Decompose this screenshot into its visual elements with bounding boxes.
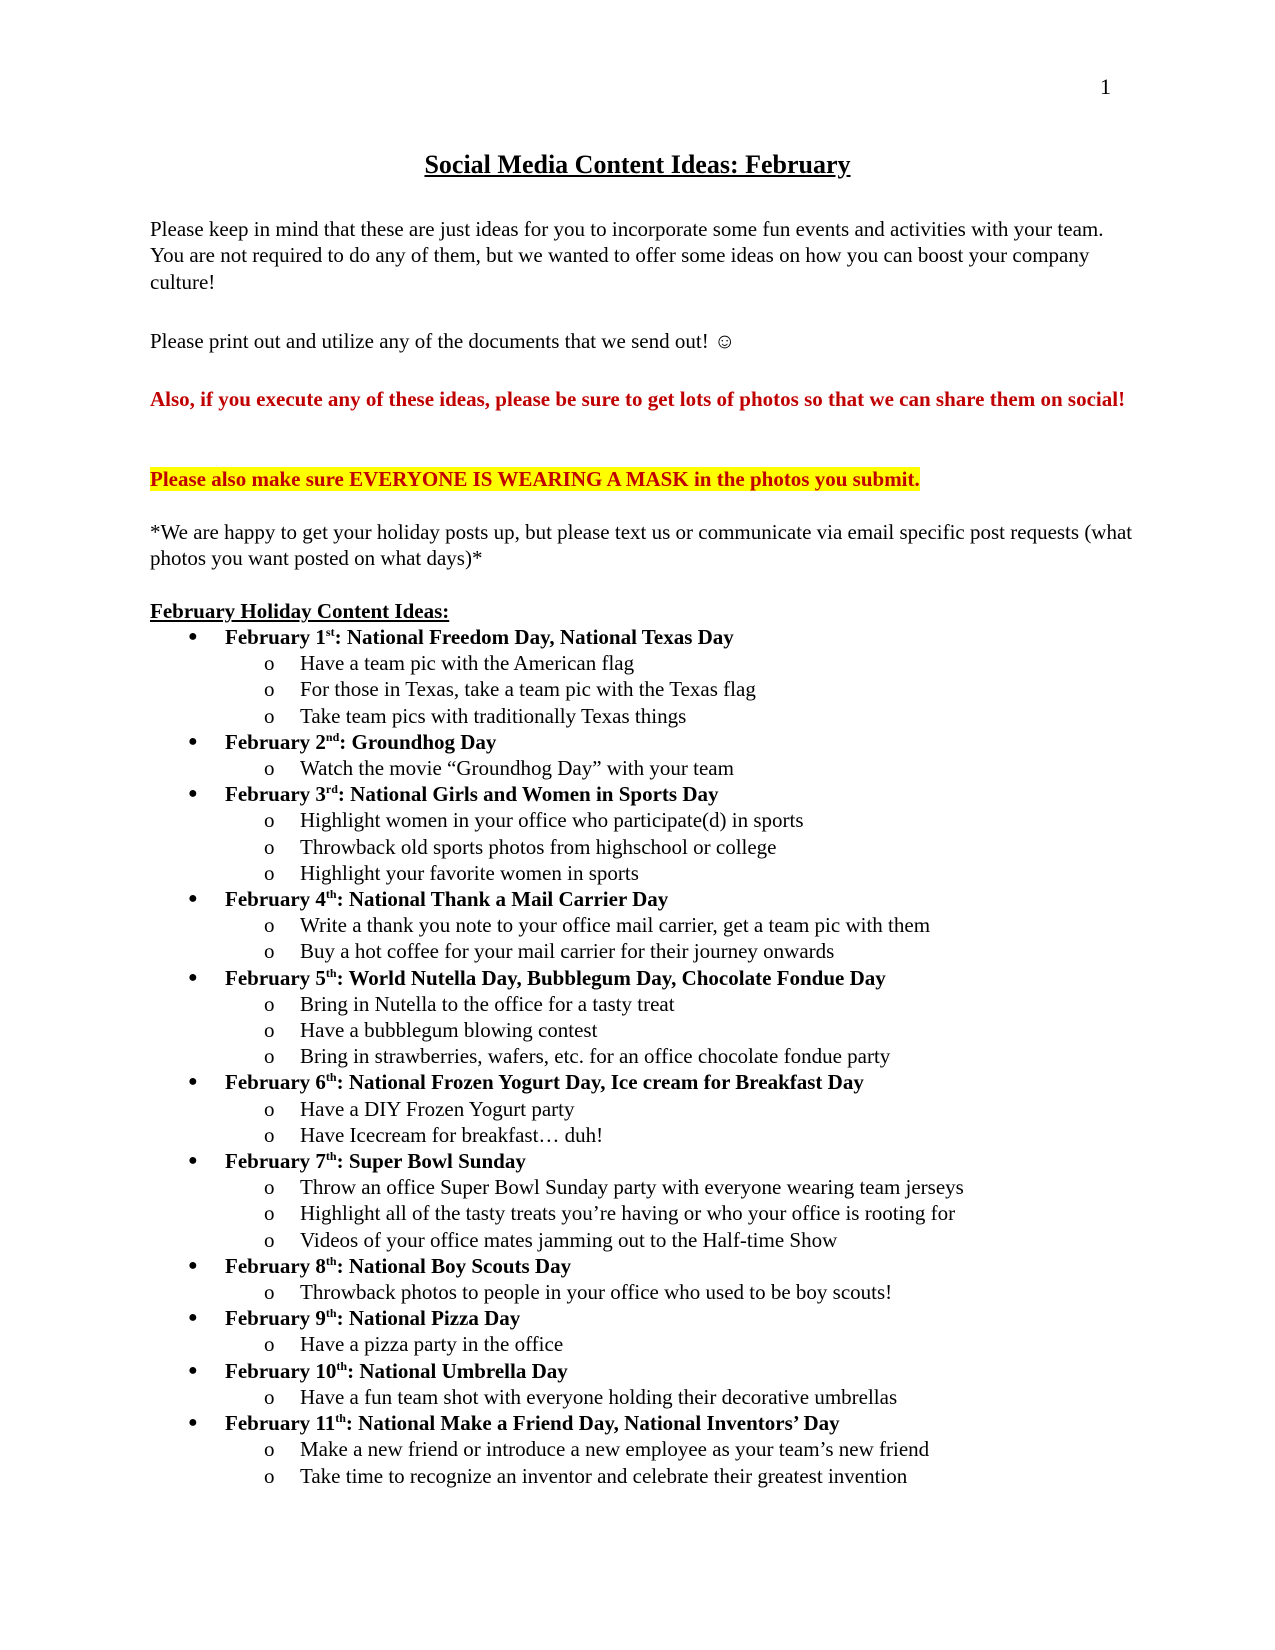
sub-bullet-icon: o [264,1280,275,1305]
idea-text: Watch the movie “Groundhog Day” with your team [300,756,734,781]
idea-list [0,1384,1275,1410]
idea-item [0,1043,1275,1069]
idea-list [0,1331,1275,1357]
intro-paragraph: Please keep in mind that these are just ideas for you to incorporate some fun events and activities with your team. You are not required to do any of them, but we wanted to offer some ideas on how you can boost your company culture! [150,217,1104,294]
idea-item [0,1279,1275,1305]
idea-text: Highlight your favorite women in sports [300,860,639,885]
holiday-date: February 9 [225,1306,326,1331]
idea-item [0,1200,1275,1226]
sub-bullet-icon: o [264,1227,275,1252]
document-title: Social Media Content Ideas: February [424,150,851,179]
idea-text: Take time to recognize an inventor and celebrate their greatest invention [300,1463,908,1488]
holiday-item [0,965,1275,1070]
idea-item [0,1227,1275,1253]
sub-bullet-icon: o [264,1384,275,1409]
bullet-icon: ● [188,732,198,750]
holiday-date: February 10 [225,1358,337,1383]
holiday-date: February 6 [225,1070,326,1095]
idea-list [0,991,1275,1070]
holiday-names: : Groundhog Day [339,729,497,754]
sub-bullet-icon: o [264,1332,275,1357]
holiday-title [0,965,1275,991]
idea-text: Buy a hot coffee for your mail carrier for their journey onwards [300,939,835,964]
idea-text: Bring in strawberries, wafers, etc. for an office chocolate fondue party [300,1044,891,1069]
date-suffix: th [325,1070,337,1085]
bullet-icon: ● [188,1414,198,1432]
print-paragraph: Please print out and utilize any of the documents that we send out! ☺ [150,329,736,353]
holiday-date: February 2 [225,729,326,754]
sub-bullet-icon: o [264,756,275,781]
holiday-title [0,729,1275,755]
idea-item [0,676,1275,702]
idea-text: Bring in Nutella to the office for a tasty treat [300,991,675,1016]
idea-text: Have a DIY Frozen Yogurt party [300,1096,575,1121]
idea-item [0,1096,1275,1122]
idea-list [0,1096,1275,1148]
holiday-title [0,781,1275,807]
idea-text: Have a fun team shot with everyone holding their decorative umbrellas [300,1384,898,1409]
photos-notice: Also, if you execute any of these ideas, please be sure to get lots of photos so that we can share them on social! [150,387,1126,411]
date-suffix: th [325,965,337,980]
holiday-names: : World Nutella Day, Bubblegum Day, Chocolate Fondue Day [336,965,886,990]
idea-list [0,755,1275,781]
holiday-date: February 8 [225,1253,326,1278]
date-suffix: th [336,1358,348,1373]
bullet-icon: ● [188,628,198,645]
date-suffix: th [325,1253,337,1268]
sub-bullet-icon: o [264,677,275,702]
idea-list [0,1174,1275,1253]
idea-text: Throwback old sports photos from highschool or college [300,834,777,859]
holiday-list [0,624,1275,1489]
bullet-icon: ● [188,890,198,908]
holiday-title [0,886,1275,912]
holiday-item [0,1358,1275,1410]
holiday-names: : Super Bowl Sunday [336,1149,526,1174]
sub-bullet-icon: o [264,1018,275,1043]
holiday-item [0,1410,1275,1489]
idea-item [0,1174,1275,1200]
idea-item [0,1331,1275,1357]
holiday-item [0,729,1275,781]
idea-text: Make a new friend or introduce a new employee as your team’s new friend [300,1437,930,1462]
sub-bullet-icon: o [264,808,275,833]
idea-item [0,650,1275,676]
holiday-title [0,1410,1275,1436]
idea-item [0,991,1275,1017]
sub-bullet-icon: o [264,1175,275,1200]
holiday-title [0,1148,1275,1174]
holiday-title [0,1069,1275,1095]
holiday-item [0,1305,1275,1357]
holiday-names: : National Umbrella Day [347,1358,568,1383]
holiday-date: February 5 [225,965,326,990]
sub-bullet-icon: o [264,1463,275,1488]
date-suffix: nd [325,729,340,744]
idea-list [0,912,1275,964]
idea-text: Have Icecream for breakfast… duh! [300,1122,604,1147]
requests-paragraph: *We are happy to get your holiday posts up, but please text us or communicate via email specific post requests (what photos you want posted on what days)* [150,520,1133,571]
idea-text: Take team pics with traditionally Texas things [300,703,687,728]
sub-bullet-icon: o [264,913,275,938]
idea-text: For those in Texas, take a team pic with the Texas flag [300,677,756,702]
sub-bullet-icon: o [264,1044,275,1069]
date-suffix: th [335,1411,346,1426]
idea-text: Throwback photos to people in your office who used to be boy scouts! [300,1280,893,1305]
holiday-date: February 7 [225,1149,326,1174]
idea-item [0,938,1275,964]
sub-bullet-icon: o [264,1437,275,1462]
idea-list [0,1279,1275,1305]
holiday-item [0,781,1275,886]
holiday-names: : National Make a Friend Day, National Inventors’ Day [345,1411,840,1436]
holiday-item [0,624,1275,729]
holiday-names: : National Thank a Mail Carrier Day [336,887,669,912]
mask-notice-highlight: Please also make sure EVERYONE IS WEARING A MASK in the photos you submit. [150,467,920,491]
holiday-names: : National Pizza Day [336,1306,521,1331]
sub-bullet-icon: o [264,939,275,964]
idea-text: Videos of your office mates jamming out to the Half-time Show [300,1227,838,1252]
idea-item [0,1384,1275,1410]
holiday-date: February 1 [225,625,326,649]
date-suffix: th [325,1149,337,1164]
holiday-item [0,1148,1275,1253]
bullet-icon: ● [188,1152,198,1170]
holiday-names: : National Freedom Day, National Texas Day [334,625,734,649]
idea-item [0,860,1275,886]
idea-item [0,912,1275,938]
bullet-icon: ● [188,785,198,803]
bullet-icon: ● [188,1073,198,1091]
idea-text: Highlight women in your office who participate(d) in sports [300,808,804,833]
bullet-icon: ● [188,1256,198,1274]
holiday-date: February 3 [225,782,326,807]
holiday-item [0,1253,1275,1305]
sub-bullet-icon: o [264,1096,275,1121]
idea-item [0,1017,1275,1043]
idea-item [0,1436,1275,1462]
idea-item [0,755,1275,781]
idea-item [0,834,1275,860]
bullet-icon: ● [188,1309,198,1327]
sub-bullet-icon: o [264,1201,275,1226]
idea-list [0,807,1275,886]
section-heading: February Holiday Content Ideas: [150,599,450,623]
sub-bullet-icon: o [264,834,275,859]
page-number: 1 [1100,74,1111,99]
date-suffix: th [325,1306,337,1321]
idea-list [0,650,1275,729]
mask-notice-line [150,466,1135,492]
holiday-names: : National Girls and Women in Sports Day [337,782,719,807]
sub-bullet-icon: o [264,1122,275,1147]
sub-bullet-icon: o [264,860,275,885]
sub-bullet-icon: o [264,991,275,1016]
holiday-item [0,886,1275,965]
idea-item [0,1463,1275,1489]
idea-item [0,703,1275,729]
sub-bullet-icon: o [264,703,275,728]
holiday-date: February 11 [225,1411,336,1436]
holiday-title [0,1305,1275,1331]
idea-text: Have a pizza party in the office [300,1332,564,1357]
bullet-icon: ● [188,1361,198,1379]
idea-item [0,1122,1275,1148]
idea-text: Write a thank you note to your office mail carrier, get a team pic with them [300,913,931,938]
holiday-date: February 4 [225,887,326,912]
holiday-title [0,1358,1275,1384]
date-suffix: th [325,887,337,902]
date-suffix: st [325,625,335,639]
idea-text: Have a bubblegum blowing contest [300,1018,598,1043]
holiday-names: : National Boy Scouts Day [336,1253,572,1278]
idea-list [0,1436,1275,1488]
idea-item [0,807,1275,833]
idea-text: Throw an office Super Bowl Sunday party with everyone wearing team jerseys [300,1175,964,1200]
holiday-title [0,1253,1275,1279]
date-suffix: rd [325,782,338,797]
holiday-title [0,624,1275,650]
holiday-item [0,1069,1275,1148]
holiday-names: : National Frozen Yogurt Day, Ice cream for Breakfast Day [336,1070,864,1095]
sub-bullet-icon: o [264,651,275,676]
idea-text: Highlight all of the tasty treats you’re having or who your office is rooting for [300,1201,956,1226]
bullet-icon: ● [188,968,198,986]
idea-text: Have a team pic with the American flag [300,651,635,676]
